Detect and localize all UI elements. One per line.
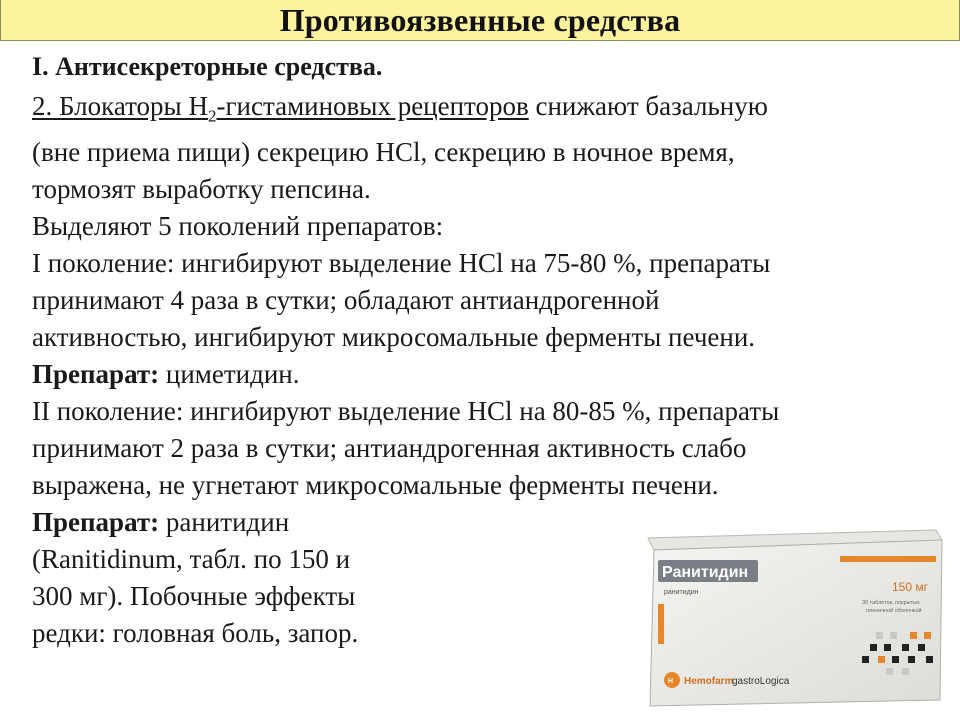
title-bar <box>0 0 960 41</box>
text-line-7: активностью, ингибируют микросомальные ферменты печени. <box>32 322 756 353</box>
ranitidine-package-image <box>640 528 946 708</box>
text-line-9: II поколение: ингибируют выделение НСl на 80-85 %, препараты <box>32 396 780 427</box>
text-line-1: 2. Блокаторы $Н_2$-гистаминовых рецепторов снижают базальную <box>32 91 768 126</box>
text-line-8: Препарат: циметидин. <box>32 359 300 390</box>
svg-text:пленочной оболочкой: пленочной оболочкой <box>866 608 922 614</box>
generic-name: ранитидин <box>664 589 699 596</box>
drug-label: Препарат: <box>32 507 160 538</box>
svg-text:H: H <box>668 678 674 685</box>
brand-line: gastroLogica <box>732 676 790 687</box>
h2-blockers-term: 2. Блокаторы $Н_2$-гистаминовых рецепторов <box>32 91 529 126</box>
dose: 150 мг <box>892 580 928 594</box>
text-line-2: (вне приема пищи) секрецию НСl, секрецию в ночное время, <box>32 137 735 168</box>
text-line-5: I поколение: ингибируют выделение НСl на 75-80 %, препараты <box>32 248 771 279</box>
product-name: Ранитидин <box>662 564 749 581</box>
text-line-15: редки: головная боль, запор. <box>32 618 359 649</box>
text-line-12: Препарат: ранитидин <box>32 507 290 538</box>
svg-text:30 таблеток, покрытых: 30 таблеток, покрытых <box>862 600 920 606</box>
text-line-4: Выделяют 5 поколений препаратов: <box>32 211 444 242</box>
text-line-14: 300 мг). Побочные эффекты <box>32 581 356 612</box>
brand-name: Hemofarm <box>684 676 734 687</box>
text-line-11: выражена, не угнетают микросомальные ферменты печени. <box>32 470 719 501</box>
section-heading: I. Антисекреторные средства. <box>32 52 383 81</box>
text-line-10: принимают 2 раза в сутки; антиандрогенная активность слабо <box>32 433 747 464</box>
drug-label: Препарат: <box>32 359 160 390</box>
slide-title: Противоязвенные средства <box>279 1 681 38</box>
text-line-6: принимают 4 раза в сутки; обладают антиандрогенной <box>32 285 660 316</box>
text-line-13: (Ranitidinum, табл. по 150 и <box>32 544 351 575</box>
text-line-3: тормозят выработку пепсина. <box>32 174 371 205</box>
